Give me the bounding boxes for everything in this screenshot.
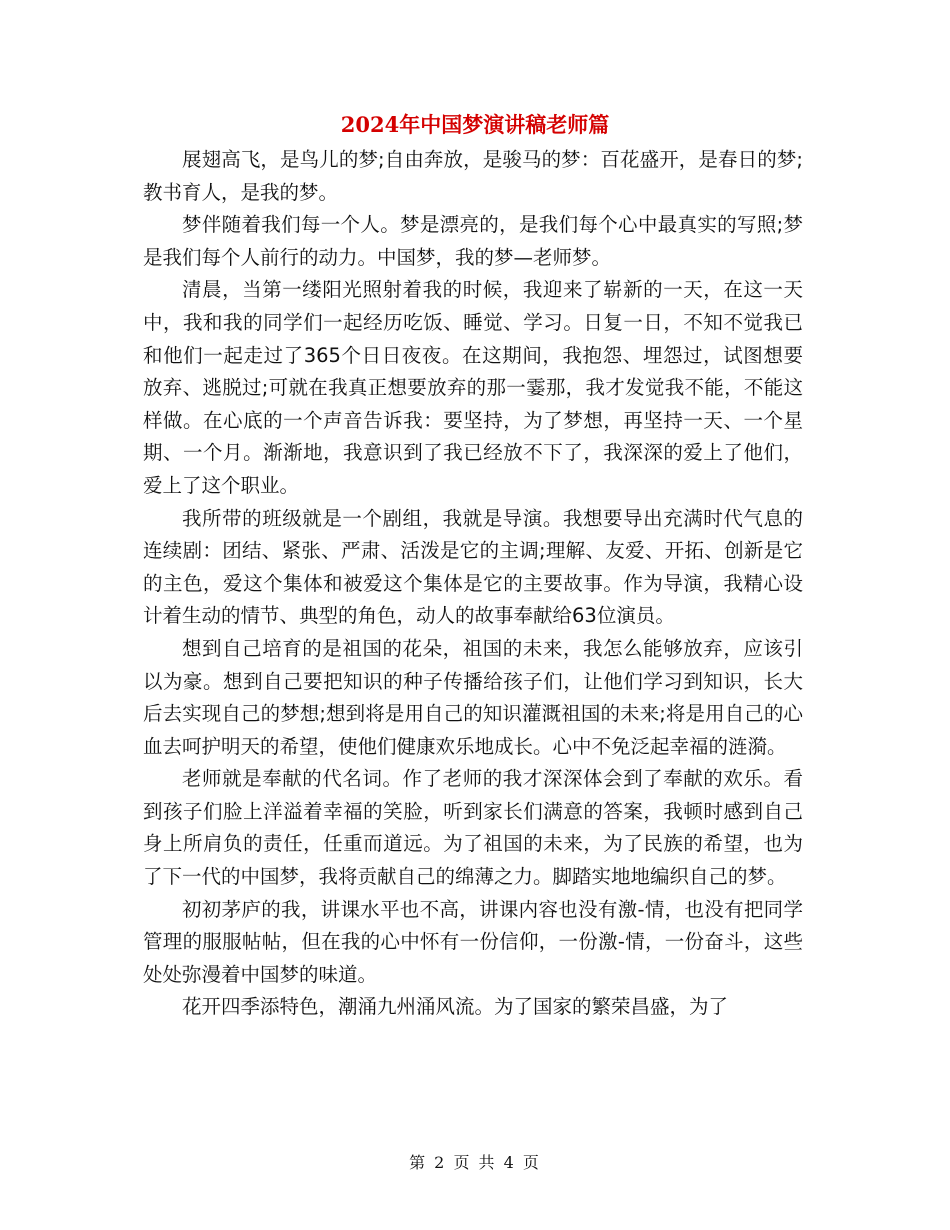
paragraph: 清晨，当第一缕阳光照射着我的时候，我迎来了崭新的一天，在这一天中，我和我的同学们一起经历吃饭、睡觉、学习。日复一日，不知不觉我已和他们一起走过了365个日日夜夜。在这期间，我抱怨、埋怨过，试图想要放弃、逃脱过;可就在我真正想要放弃的那一霎那，我才发觉我不能，不能这样做。在心底的一个声音告诉我：要坚持，为了梦想，再坚持一天、一个星期、一个月。渐渐地，我意识到了我已经放不下了，我深深的爱上了他们，爱上了这个职业。 [143,278,803,497]
paragraph: 想到自己培育的是祖国的花朵，祖国的未来，我怎么能够放弃，应该引以为豪。想到自己要把知识的种子传播给孩子们，让他们学习到知识，长大后去实现自己的梦想;想到将是用自己的知识灌溉祖国的未来;将是用自己的心血去呵护明天的希望，使他们健康欢乐地成长。心中不免泛起幸福的涟漪。 [143,636,803,758]
document-title: 2024年中国梦演讲稿老师篇 [340,112,610,137]
paragraph: 初初茅庐的我，讲课水平也不高，讲课内容也没有激-情，也没有把同学管理的服服帖帖，但在我的心中怀有一份信仰，一份激-情，一份奋斗，这些处处弥漫着中国梦的味道。 [143,897,803,986]
paragraph: 梦伴随着我们每一个人。梦是漂亮的，是我们每个心中最真实的写照;梦是我们每个人前行的动力。中国梦，我的梦—老师梦。 [143,213,803,269]
paragraph: 我所带的班级就是一个剧组，我就是导演。我想要导出充满时代气息的连续剧：团结、紧张、严肃、活泼是它的主调;理解、友爱、开拓、创新是它的主色，爱这个集体和被爱这个集体是它的主要故事。作为导演，我精心设计着生动的情节、典型的角色，动人的故事奉献给63位演员。 [143,506,803,628]
paragraph: 花开四季添特色，潮涌九州涌风流。为了国家的繁荣昌盛，为了 [182,995,729,1019]
paragraph: 老师就是奉献的代名词。作了老师的我才深深体会到了奉献的欢乐。看到孩子们脸上洋溢着幸福的笑脸，听到家长们满意的答案，我顿时感到自己身上所肩负的责任，任重而道远。为了祖国的未来，为了民族的希望，也为了下一代的中国梦，我将贡献自己的绵薄之力。脚踏实地地编织自己的梦。 [143,767,803,889]
paragraph: 展翅高飞，是鸟儿的梦;自由奔放，是骏马的梦：百花盛开，是春日的梦;教书育人，是我的梦。 [143,148,803,204]
document-body [143,144,803,1024]
page-footer: 第 2 页 共 4 页 [409,1153,541,1172]
